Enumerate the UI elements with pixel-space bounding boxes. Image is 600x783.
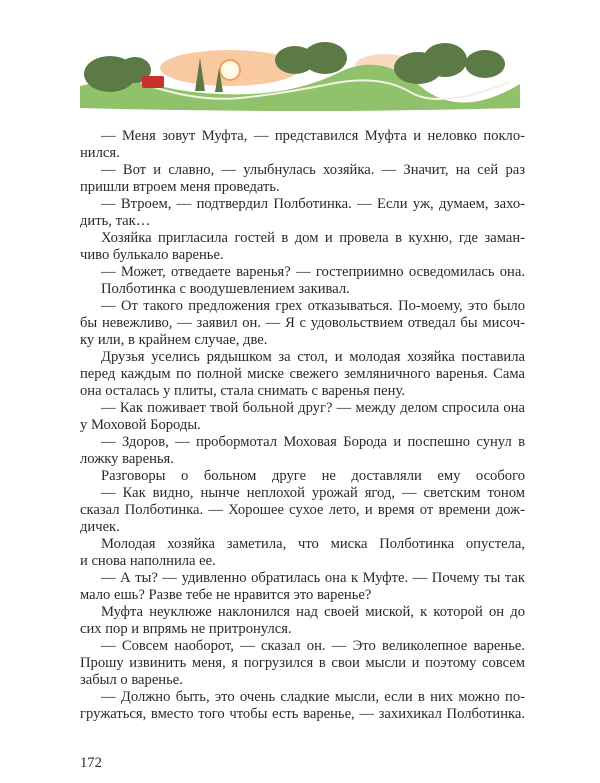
text-line: и снова наполнила ее. [80, 553, 216, 569]
text-line: Молодая хозяйка заметила, что миска Полботинка опустела, [101, 536, 525, 552]
text-line: — А ты? — удивленно обратилась она к Муфте. — Почему ты так [101, 570, 525, 586]
text-line: она осталась у плиты, стала снимать с варенья пену. [80, 383, 405, 399]
text-line: чиво булькало варенье. [80, 247, 224, 263]
text-line: — Должно быть, это очень сладкие мысли, если в них можно по- [101, 689, 525, 705]
text-line: Друзья уселись рядышком за стол, и молодая хозяйка поставила [101, 349, 525, 365]
text-line: бы невежливо, — заявил он. — Я с удовольствием отведал бы мисоч- [80, 315, 525, 331]
text-line: — Как видно, нынче неплохой урожай ягод, — светским тоном [101, 485, 525, 501]
text-line: нился. [80, 145, 120, 161]
text-line: — Совсем наоборот, — сказал он. — Это великолепное варенье. [101, 638, 525, 654]
text-line: пришли втроем меня проведать. [80, 179, 280, 195]
text-line: забыл о варенье. [80, 672, 183, 688]
text-line: Разговоры о больном друге не доставляли ему особого [101, 468, 525, 484]
text-line: сказал Полботинка. — Хорошее сухое лето, и время от времени дож- [80, 502, 525, 518]
text-line: — Вот и славно, — улыбнулась хозяйка. — Значит, на сей раз [101, 162, 525, 178]
red-van [142, 76, 164, 88]
landscape-illustration [80, 36, 520, 112]
text-line: — Как поживает твой больной друг? — между делом спросила она [101, 400, 525, 416]
text-line: мало ешь? Разве тебе не нравится это варенье? [80, 587, 372, 603]
book-text [80, 128, 525, 723]
text-line: Прошу извинить меня, я погрузился в свои мысли и поэтому совсем [80, 655, 525, 671]
text-line: Полботинка с воодушевлением закивал. [101, 281, 350, 297]
text-line: — Здоров, — пробормотал Моховая Борода и поспешно сунул в [101, 434, 525, 450]
page-number: 172 [80, 755, 102, 771]
text-line: — Может, отведаете варенья? — гостеприимно осведомилась она. [101, 264, 525, 280]
text-line: Хозяйка пригласила гостей в дом и провела в кухню, где заман- [101, 230, 525, 246]
sun [220, 60, 240, 80]
text-line: ку или, в крайнем случае, две. [80, 332, 268, 348]
text-line: гружаться, вместо того чтобы есть варенье, — захихикал Полботинка. [80, 706, 525, 722]
text-line: — От такого предложения грех отказываться. По-моему, это было [101, 298, 525, 314]
text-line: Муфта неуклюже наклонился над своей миской, к которой он до [101, 604, 525, 620]
text-line: дить, так… [80, 213, 151, 229]
text-line: — Меня зовут Муфта, — представился Муфта и неловко покло- [101, 128, 525, 144]
text-line: у Моховой Бороды. [80, 417, 201, 433]
text-line: дичек. [80, 519, 120, 535]
text-line: ложку варенья. [80, 451, 174, 467]
text-line: сих пор и впрямь не притронулся. [80, 621, 292, 637]
text-line: — Втроем, — подтвердил Полботинка. — Если уж, думаем, захо- [101, 196, 525, 212]
text-line: перед каждым по полной миске свежего земляничного варенья. Сама [80, 366, 525, 382]
